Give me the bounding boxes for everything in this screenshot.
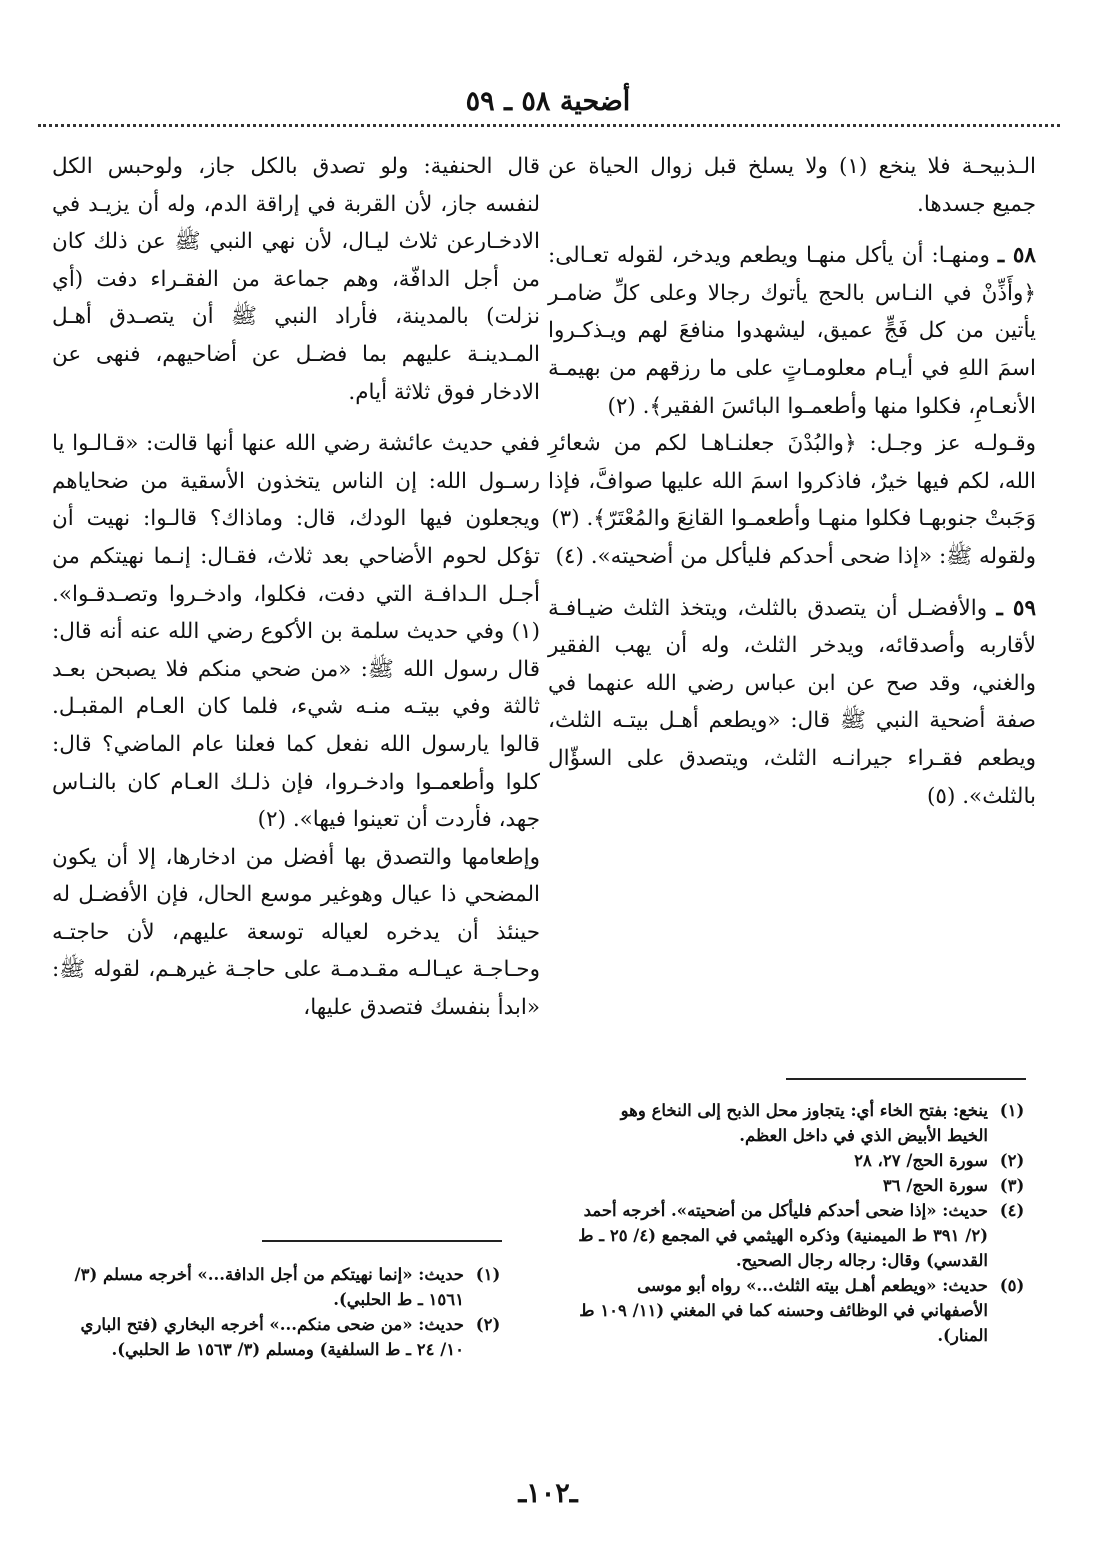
- right-paragraph-3: وقـولـه عز وجـل: ﴿والبُدْنَ جعلنـاهـا لكم من شعائرِ الله، لكم فيها خيرٌ، فاذكروا اسمَ الله عليها صوافَّ، فإذا وَجَبتْ جنوبهـا فكلوا منهـا وأطعمـوا القانِعَ والمُعْتَرّ﴾. (٣): [548, 431, 1036, 532]
- section-number-58: ٥٨ ـ: [997, 243, 1036, 269]
- footnote-item: [576, 1173, 1036, 1198]
- header-dotted-rule: [38, 124, 1060, 127]
- footnote-rule-right: [786, 1078, 1026, 1080]
- right-paragraph-1: الـذبيحـة فلا ينخع (١) ولا يسلخ قبل زوال الحياة عن جميع جسدها.: [548, 154, 1036, 217]
- paragraph-gap: [52, 411, 540, 425]
- footnotes-right: [576, 1098, 1036, 1348]
- section-59-text: والأفضـل أن يتصدق بالثلث، ويتخذ الثلث ضيـافـة لأقاربه وأصدقائه، ويدخر الثلث، وله أن يهب الفقير والغني، وقد صح عن ابن عباس رضي الله عنهما في صفة أضحية النبي ﷺ قال: «ويطعم أهـل بيتـه الثلث، ويطعم فقـراء جيرانـه الثلث، ويتصدق على السؤّال بالثلث». (٥): [548, 595, 1036, 809]
- right-paragraph-5: [548, 590, 1036, 816]
- footnote-item: [576, 1198, 1036, 1273]
- page-header-title: أضحية ٥٨ ـ ٥٩: [465, 86, 631, 117]
- page-number-text: ـ١٠٢ـ: [518, 1478, 578, 1509]
- left-paragraph-3: وإطعامها والتصدق بها أفضل من ادخارها، إلا أن يكون المضحي ذا عيال وهوغير موسع الحال، فإن الأفضـل له حينئذ أن يدخره لعياله توسعة عليهم، لأن حاجتـه وحـاجـة عيـالـه مقـدمـة على حاجـة غيرهـم، لقوله ﷺ: «ابدأ بنفسك فتصدق عليها،: [52, 844, 540, 1021]
- footnote-item: [576, 1098, 1036, 1148]
- footnote-number: (٢): [475, 1315, 501, 1334]
- right-paragraph-2: [548, 237, 1036, 425]
- footnote-item: [576, 1273, 1036, 1348]
- paragraph-gap: [548, 223, 1036, 237]
- footnote-text: سورة الحج/ ٢٧، ٢٨: [854, 1151, 988, 1170]
- footnote-rule-left: [262, 1240, 502, 1242]
- left-paragraph-2: ففي حديث عائشة رضي الله عنها أنها قالت: «قـالـوا يا رسـول الله: إن الناس يتخذون الأسقية من ضحاياهم ويجعلون فيها الودك، قال: وماذاك؟ قالـوا: نهيت أن تؤكل لحوم الأضاحي بعد ثلاث، فقـال: إنـما نهيتكم من أجـل الـدافـة التي دفت، فكلوا، وادخـروا وتصـدقـوا». (١) وفي حديث سلمة بن الأكوع رضي الله عنه أنه قال: قال رسول الله ﷺ: «من ضحي منكم فلا يصبحن بعـد ثالثة وفي بيتـه منـه شيء، فلما كان العـام المقبـل. قالوا يارسول الله نفعل كما فعلنا عام الماضي؟ قال: كلوا وأطعمـوا وادخـروا، فإن ذلـك العـام كان بالنـاس جهد، فأردت أن تعينوا فيها». (٢): [52, 431, 540, 833]
- right-paragraph-4: ولقوله ﷺ: «إذا ضحى أحدكم فليأكل من أضحيته». (٤): [555, 543, 1036, 569]
- footnote-text: حديث: «إنما نهيتكم من أجل الدافة...» أخرجه مسلم (٣/ ١٥٦١ ـ ط الحلبي).: [74, 1265, 464, 1309]
- footnote-text: ينخع: بفتح الخاء أي: يتجاوز محل الذبح إلى النخاع وهو الخيط الأبيض الذي في داخل العظم.: [620, 1101, 988, 1145]
- footnote-number: (١): [475, 1265, 501, 1284]
- footnote-text: حديث: «إذا ضحى أحدكم فليأكل من أضحيته». أخرجه أحمد (٢/ ٣٩١ ط الميمنية) وذكره الهيثمي في المجمع (٤/ ٢٥ ـ ط القدسي) وقال: رجاله رجال الصحيح.: [578, 1201, 988, 1270]
- running-header: [36, 86, 1060, 126]
- footnote-number: (٣): [999, 1176, 1025, 1195]
- paragraph-gap: [548, 576, 1036, 590]
- footnote-item: [52, 1312, 512, 1362]
- footnotes-left: [52, 1262, 512, 1362]
- footnote-number: (٤): [999, 1201, 1025, 1220]
- left-column: [52, 148, 540, 1027]
- page-number: [0, 1478, 1096, 1509]
- footnote-text: حديث: «من ضحى منكم...» أخرجه البخاري (فتح الباري ١٠/ ٢٤ ـ ط السلفية) ومسلم (٣/ ١٥٦٣ ط الحلبي).: [80, 1315, 464, 1359]
- right-column: [548, 148, 1036, 815]
- section-number-59: ٥٩ ـ: [996, 595, 1036, 621]
- footnote-item: [576, 1148, 1036, 1173]
- footnote-number: (٥): [999, 1276, 1025, 1295]
- footnote-number: (١): [999, 1101, 1025, 1120]
- footnote-number: (٢): [999, 1151, 1025, 1170]
- footnote-text: حديث: «ويطعم أهـل بيته الثلث...» رواه أبو موسى الأصفهاني في الوظائف وحسنه كما في المغني (١١/ ١٠٩ ط المنار).: [579, 1276, 988, 1345]
- section-58-text: ومنهـا: أن يأكل منهـا ويطعم ويدخر، لقوله تعـالى: ﴿وأَذِّنْ في النـاس بالحج يأتوك رجالا وعلى كلِّ ضامـر يأتين من كل فَجٍّ عميق، ليشهدوا منافعَ لهم ويـذكـروا اسمَ اللهِ في أيـام معلومـاتٍ على ما رزقهم من بهيمـة الأنعـامِ، فكلوا منها وأطعمـوا البائسَ الفقير﴾. (٢): [548, 243, 1036, 419]
- footnote-item: [52, 1262, 512, 1312]
- left-paragraph-1: قال الحنفية: ولو تصدق بالكل جاز، ولوحبس الكل لنفسه جاز، لأن القربة في إراقة الدم، وله أن يزيـد في الادخـارعن ثلاث ليـال، لأن نهي النبي ﷺ عن ذلك كان من أجل الدافّة، وهم جماعة من الفقـراء دفت (أي نزلت) بالمدينة، فأراد النبي ﷺ أن يتصـدق أهـل المـدينـة عليهم بما فضـل عن أضاحيهم، فنهى عن الادخار فوق ثلاثة أيام.: [52, 154, 540, 405]
- footnote-text: سورة الحج/ ٣٦: [882, 1176, 988, 1195]
